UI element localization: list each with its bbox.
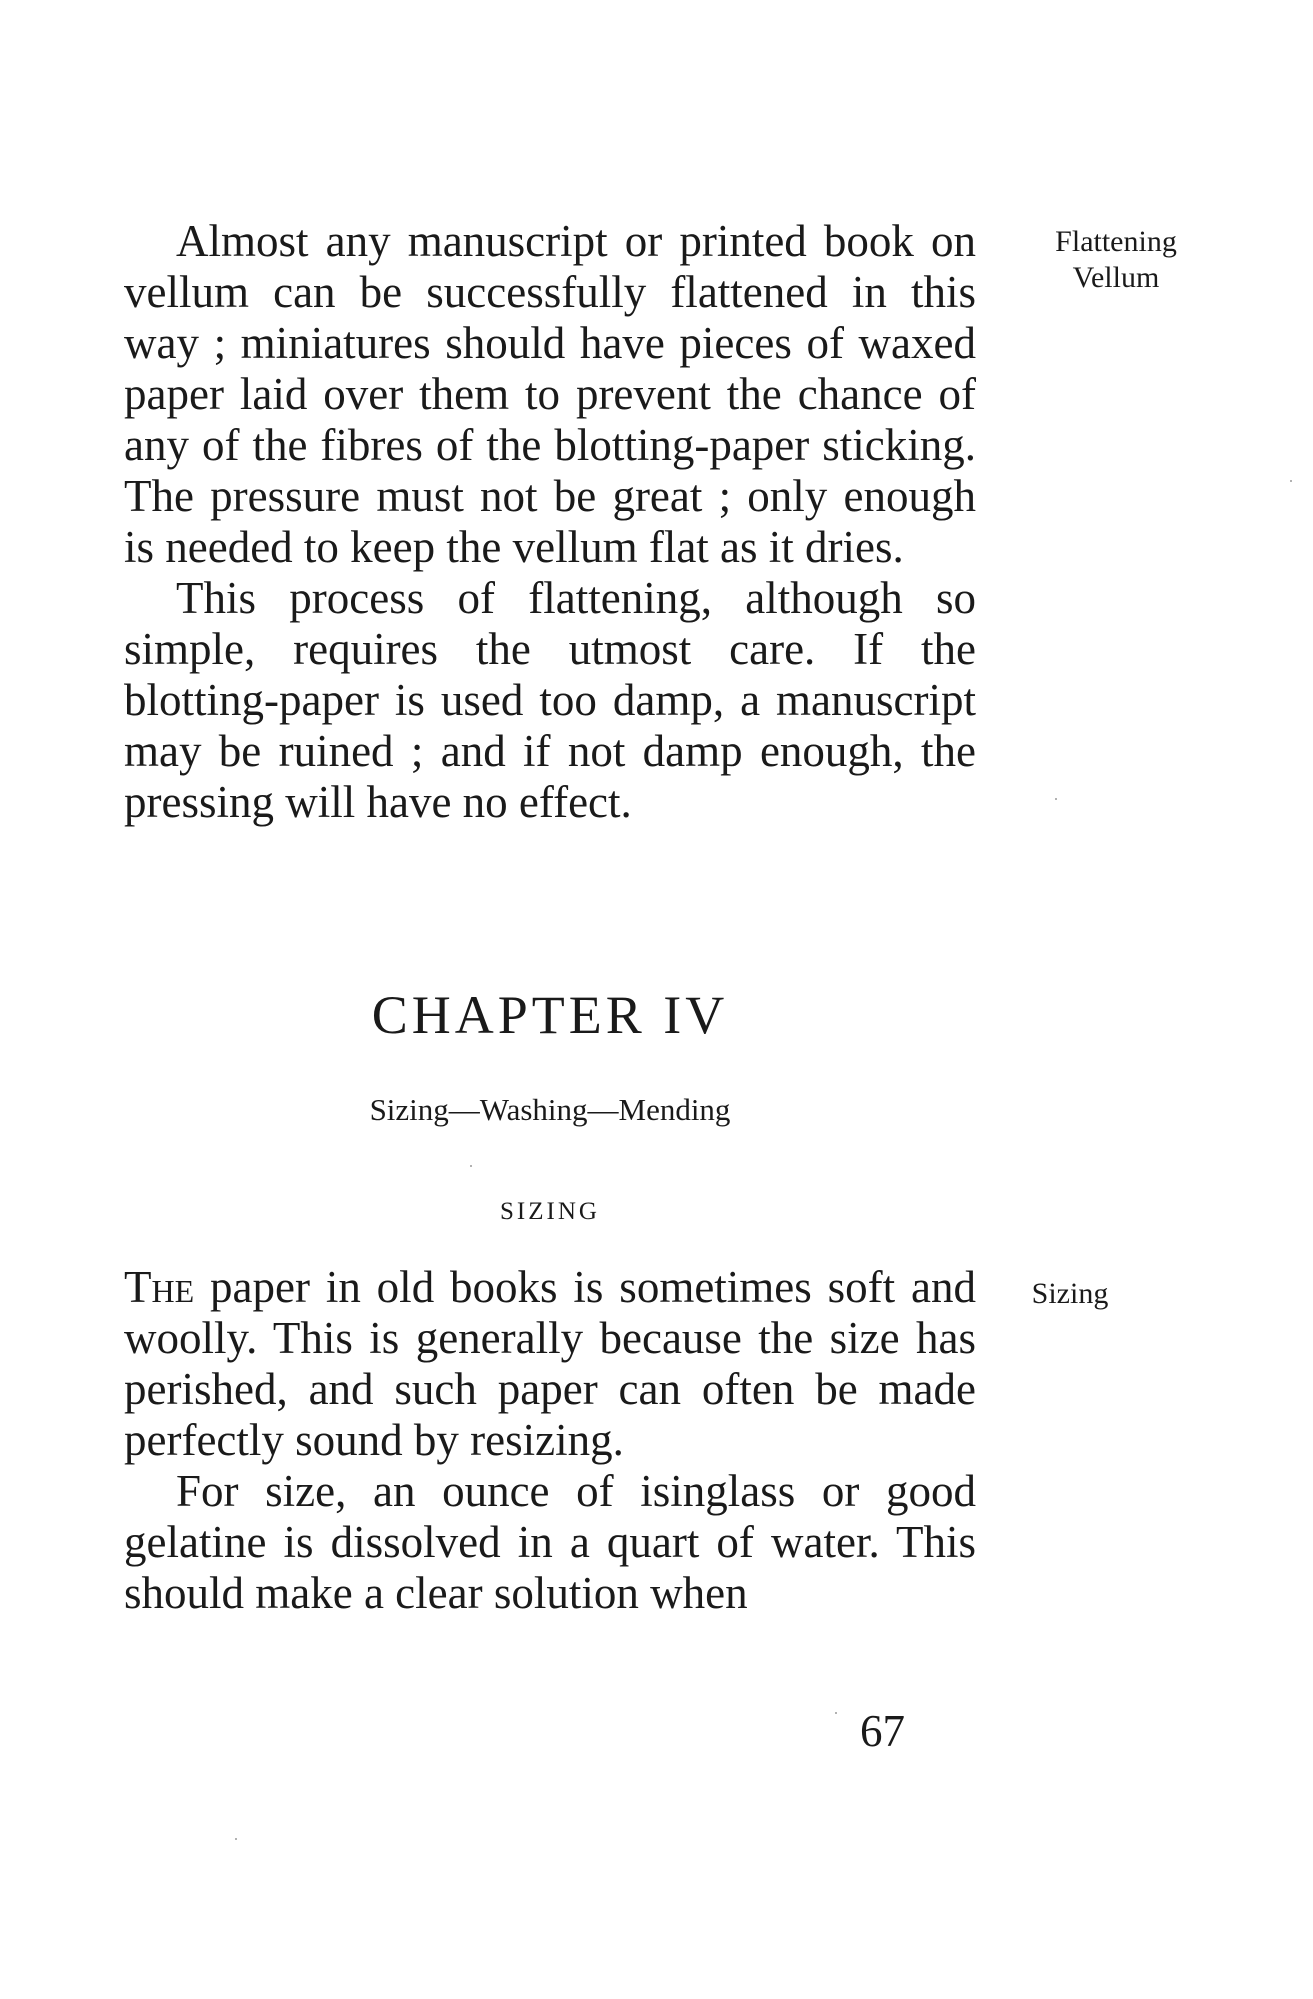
chapter-title: CHAPTER IV <box>371 985 729 1045</box>
page-number: 67 <box>860 1706 905 1756</box>
paper-speck <box>235 1838 237 1840</box>
chapter-subtitle: Sizing—Washing—Mending <box>369 1092 731 1127</box>
side-note-flattening-vellum <box>1036 224 1196 296</box>
section-heading: SIZING <box>500 1198 600 1225</box>
paragraph-flattening-vellum: Almost any manuscript or printed book on vellum can be successfully flattened in this way ; miniatures should have pieces of waxed paper laid over them to prevent the chance of any of the fibres of the blotting-paper sticking. The pressure must not be great ; only enough is needed to keep the vellum flat as it dries. <box>124 216 976 572</box>
paper-speck <box>1055 798 1057 800</box>
paragraph-flattening-care: This process of flattening, although so simple, requires the utmost care. If the blotting-paper is used too damp, a manuscript may be ruined ; and if not damp enough, the pressing will have no effect. <box>124 573 976 827</box>
paper-speck <box>470 1165 472 1167</box>
small-caps-lead-word: The <box>124 1262 195 1312</box>
side-note-line: Vellum <box>1072 261 1160 294</box>
paragraph-sizing-intro <box>124 1262 976 1466</box>
body-text-bottom <box>124 1262 976 1619</box>
paper-speck <box>835 1712 837 1714</box>
paragraph-size-recipe: For size, an ounce of isinglass or good gelatine is dissolved in a quart of water. This should make a clear solution when <box>124 1466 976 1618</box>
paragraph-sizing-intro-text: paper in old books is sometimes soft and woolly. This is generally because the size has perished, and such paper can often be made perfectly sound by resizing. <box>124 1262 976 1465</box>
body-text-top <box>124 216 976 828</box>
paper-speck <box>1290 480 1292 482</box>
side-note-line: Flattening <box>1055 225 1177 258</box>
side-note-sizing: Sizing <box>1031 1277 1109 1310</box>
